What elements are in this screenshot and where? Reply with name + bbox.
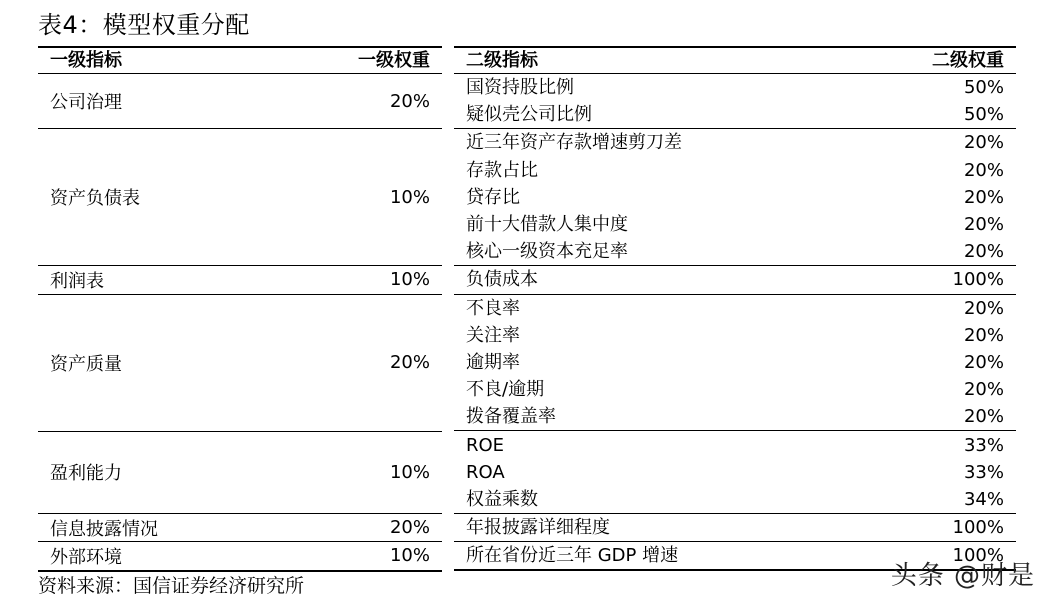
secondary-index-name: 国资持股比例 — [466, 77, 574, 99]
secondary-row — [454, 486, 1016, 514]
primary-index-weight: 20% — [272, 74, 442, 129]
secondary-index-name: 权益乘数 — [454, 486, 855, 514]
secondary-index-name: 不良/逾期 — [466, 379, 545, 401]
secondary-index-weight: 33% — [963, 461, 1004, 483]
secondary-index-name: 逾期率 — [466, 351, 520, 373]
secondary-index-weight: 50% — [963, 77, 1004, 99]
secondary-index-weight: 20% — [855, 238, 1016, 266]
primary-index-header: 一级指标 — [38, 47, 272, 74]
primary-index-name: 信息披露情况 — [38, 514, 272, 542]
primary-index-name: 资产负债表 — [38, 129, 272, 266]
watermark: 头条 @财是 — [890, 561, 1035, 591]
primary-row — [38, 129, 442, 266]
source-note: 资料来源：国信证券经济研究所 — [38, 575, 305, 597]
secondary-index-weight: 20% — [963, 379, 1004, 401]
primary-index-table — [38, 46, 442, 572]
primary-row — [38, 542, 442, 571]
secondary-index-weight: 100% — [855, 514, 1016, 542]
secondary-row — [454, 129, 1016, 157]
secondary-index-name: ROE — [466, 434, 505, 456]
secondary-row — [454, 376, 1016, 403]
secondary-index-weight: 50% — [855, 101, 1016, 129]
primary-index-weight: 20% — [272, 514, 442, 542]
primary-index-weight: 10% — [272, 431, 442, 514]
secondary-index-name: 核心一级资本充足率 — [454, 238, 855, 266]
secondary-row — [454, 349, 1016, 376]
primary-weight-header: 一级权重 — [272, 47, 442, 74]
primary-index-name: 公司治理 — [38, 74, 272, 129]
secondary-index-weight: 20% — [963, 132, 1004, 154]
secondary-row — [454, 211, 1016, 238]
secondary-index-weight: 33% — [963, 434, 1004, 456]
secondary-index-name: 拨备覆盖率 — [454, 403, 855, 431]
secondary-weight-header: 二级权重 — [855, 47, 1016, 74]
weights-tables — [38, 46, 1016, 568]
secondary-index-header: 二级指标 — [454, 47, 855, 74]
primary-index-name: 盈利能力 — [38, 431, 272, 514]
secondary-row — [454, 431, 1016, 459]
secondary-index-name: 存款占比 — [466, 159, 538, 181]
primary-row — [38, 294, 442, 431]
secondary-index-name: 关注率 — [466, 324, 520, 346]
primary-index-weight: 10% — [272, 266, 442, 294]
primary-index-name: 利润表 — [38, 266, 272, 294]
primary-index-weight: 10% — [272, 129, 442, 266]
primary-index-weight: 10% — [272, 542, 442, 571]
secondary-row — [454, 238, 1016, 266]
secondary-index-weight: 20% — [963, 297, 1004, 319]
secondary-index-name: 所在省份近三年 GDP 增速 — [454, 542, 855, 571]
secondary-row — [454, 294, 1016, 322]
secondary-index-table — [454, 46, 1016, 571]
secondary-index-weight: 20% — [963, 214, 1004, 236]
primary-index-weight: 20% — [272, 294, 442, 431]
secondary-index-name: 前十大借款人集中度 — [466, 214, 628, 236]
secondary-row — [454, 157, 1016, 184]
primary-index-name: 外部环境 — [38, 542, 272, 571]
primary-index-name: 资产质量 — [38, 294, 272, 431]
secondary-row — [454, 184, 1016, 211]
secondary-index-weight: 20% — [963, 159, 1004, 181]
secondary-index-weight: 34% — [855, 486, 1016, 514]
secondary-index-name: 疑似壳公司比例 — [454, 101, 855, 129]
primary-row — [38, 266, 442, 294]
primary-row — [38, 74, 442, 129]
secondary-index-name: 近三年资产存款增速剪刀差 — [466, 132, 682, 154]
secondary-row — [454, 322, 1016, 349]
secondary-row — [454, 266, 1016, 294]
secondary-index-weight: 20% — [963, 186, 1004, 208]
secondary-row — [454, 459, 1016, 486]
secondary-index-name: 负债成本 — [454, 266, 855, 294]
secondary-row — [454, 101, 1016, 129]
secondary-index-name: 年报披露详细程度 — [454, 514, 855, 542]
secondary-row — [454, 403, 1016, 431]
table-title: 表4：模型权重分配 — [38, 11, 250, 39]
primary-row — [38, 431, 442, 514]
secondary-index-name: ROA — [466, 461, 505, 483]
primary-row — [38, 514, 442, 542]
secondary-index-weight: 100% — [855, 542, 1016, 571]
secondary-row — [454, 74, 1016, 102]
secondary-index-weight: 100% — [855, 266, 1016, 294]
secondary-index-weight: 20% — [963, 324, 1004, 346]
secondary-index-name: 贷存比 — [466, 186, 520, 208]
secondary-index-weight: 20% — [855, 403, 1016, 431]
secondary-row — [454, 514, 1016, 542]
secondary-index-name: 不良率 — [466, 297, 520, 319]
secondary-index-weight: 20% — [963, 351, 1004, 373]
